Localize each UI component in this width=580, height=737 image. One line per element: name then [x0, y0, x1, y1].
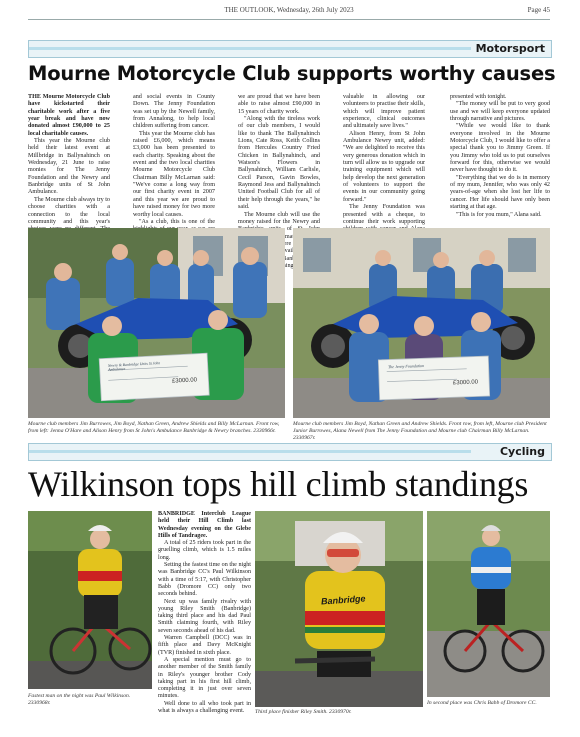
- section-stripe: [29, 450, 471, 453]
- section-stripe: [29, 47, 471, 50]
- cheque-amount-right: £3000.00: [452, 379, 479, 387]
- motorsport-photo-left: [28, 228, 285, 418]
- rider-photo-illustration: [427, 511, 550, 697]
- masthead-rule: [28, 19, 550, 20]
- motorsport-column-3: we are proud that we have been able to raise almost £90,000 in 15 years of charity work. "Along with the tireless work of our club members, I would like to thank The Ballynahinch Lions, Cate Ross, Keith Collins from Hercules Country Fried Chicken in Ballynahinch, and Watson's Flowers in Ballynahinch, William Carlisle, Cecil Parson, Gavin Bowles, Raymond Jess and Ballynahinch United Football Club for all of their help through the years," he said. The Mourne club will use the money raised for the Newry and of were: [238, 94, 320, 247]
- cycling-section-label: Cycling: [499, 445, 545, 458]
- motorsport-headline: Mourne Motorcycle Club supports worthy causes: [28, 62, 556, 85]
- motorsport-caption-right: Mourne club members Jim Boyd, Nathan Green and Andrew Shields. Front row, from left, Mourne club President Junior Burrowes, Alana Newell from The Jenny Foundation and Mourne club Chairman Billy McLarnan. 2330967r.: [293, 421, 547, 441]
- cycling-photo-right: [427, 511, 550, 697]
- cycling-article: BANBRIDGE Interclub League held their Hill Climb last Wednesday evening on the Glebe Hills of Tandragee. A total of 25 riders took part in the gruelling climb, which is 1.5 miles long. Setting the fastest time on the night was Banbridge CC's Paul Wilkinson with a time of 5:17, with Christopher Babb (Dromore CC) only two seconds behind. Next up was family rivalry with young Riley Smith (Banbridge) taking third place and his dad Paul Smith claiming fourth, with Riley seven seconds ahead of his dad. Warren Campbell (DCC) was in fifth place and Davy McKnight (TVR) finished in sixth place. A special mention must go to another member of the Smith family in Riley's younger brother Cody taking part in his first hill climb, completing it in just over seven minutes. Well done to all who took part in what is always a challenging event.: [158, 511, 251, 715]
- motorsport-column-5: presented with tonight. "The money will be put to very good use and we will keep everyone updated through narrative and pictures. "While we would like to thank everyone involved in the Mourne Motorcycle Club, I would like to offer a special thank you to Jimmy Green. If you Jimmy who told us to put ourselves forward for this, otherwise we would never have thought to do it. "Everything that we do is in memory of my mum, Jennifer, who was only 42 years-of-age when she lost her life to cancer. Her life should have only been starting at that age. "This is for you mum," Alana said.: [450, 94, 550, 218]
- cycling-headline: Wilkinson tops hill climb standings: [28, 464, 529, 504]
- cycling-section-bar: [28, 443, 552, 461]
- group-photo-illustration: [28, 228, 285, 418]
- cheque-payee-left: Newry & Banbridge Units St John Ambulance: [107, 361, 161, 372]
- cycling-photo-left: [28, 511, 152, 689]
- cheque-payee-right: The Jenny Foundation: [387, 362, 425, 370]
- cycling-lead: BANBRIDGE Interclub League held their Hill Climb last Wednesday evening on the Glebe Hills of Tandragee.: [158, 511, 251, 539]
- cycling-caption-left: Fastest man on the night was Paul Wilkinson. 2330968r.: [28, 693, 131, 706]
- motorsport-column-2: and social events in County Down. The Jenny Foundation was set up by the Newell family, from Annalong, to help local children suffering from cancer. This year the Mourne club has raised £6,000, which means £3,000 has been presented to each charity. Speaking about the event and the two local charities Mourne Motorcycle Club Chairman Billy McLarnan said: "We've come a long way from our first charity event in 2007 and this year we are proud to have raised money for two more worthy local causes. "As a club, this is one of the: [133, 94, 215, 225]
- rider-photo-illustration: [255, 511, 423, 707]
- cycling-caption-center: Third place finisher Riley Smith. 2330970r.: [255, 709, 352, 715]
- motorsport-column-4: valuable in allowing our volunteers to practise their skills, which will improve patient experience, clinical outcomes and ultimately save lives." Alison Henry, from St John Ambulance Newry unit, added: "We are delighted to receive this very generous donation which in turn will allow us to upgrade our training equipment which will help develop the next generation of volunteers to support the events in our community going forward." The Jenny Foundation was presented with a cheque, to continue their work supporting: [343, 94, 425, 225]
- rider-photo-illustration: [28, 511, 152, 689]
- cycling-caption-right: In second place was Chris Babb of Dromore CC.: [427, 700, 537, 706]
- page-number: Page 45: [527, 6, 550, 14]
- motorsport-lead: THE Mourne Motorcycle Club have kickstarted their charitable work after a five year break and have now donated almost £90,000 to 25 local charitable causes.: [28, 94, 110, 137]
- masthead-title: THE OUTLOOK, Wednesday, 26th July 2023: [224, 6, 354, 14]
- motorsport-caption-left: Mourne club members Jim Burrowes, Jim Boyd, Nathan Green, Andrew Shields and Billy McLarnan. Front row, from left: Jenna O'Hare and Alison Henry from St John's Ambulance Banbridge & Newry branches. 2330966r.: [28, 421, 280, 434]
- motorsport-section-label: Motorsport: [475, 42, 545, 55]
- cheque-amount-left: £3000.00: [171, 377, 198, 385]
- motorsport-column-1: THE Mourne Motorcycle Club have kickstarted their charitable work after a five year break and have now donated almost £90,000 to 25 local charitable causes. This year the Mourne club held their latest event at Millbridge in Ballynahinch on Wednesday, 21 June to raise monies for The Jenny Foundation and the Newry and Banbridge units of St John Ambulance. The Mourne club always try to choose charities with a connection to the local community and this year's: [28, 94, 110, 225]
- jersey-text: Banbridge: [320, 593, 366, 607]
- cycling-photo-center: [255, 511, 423, 707]
- page-masthead: [28, 6, 550, 18]
- group-photo-illustration: [293, 228, 550, 418]
- motorsport-photo-right: [293, 228, 550, 418]
- motorsport-section-bar: [28, 40, 552, 58]
